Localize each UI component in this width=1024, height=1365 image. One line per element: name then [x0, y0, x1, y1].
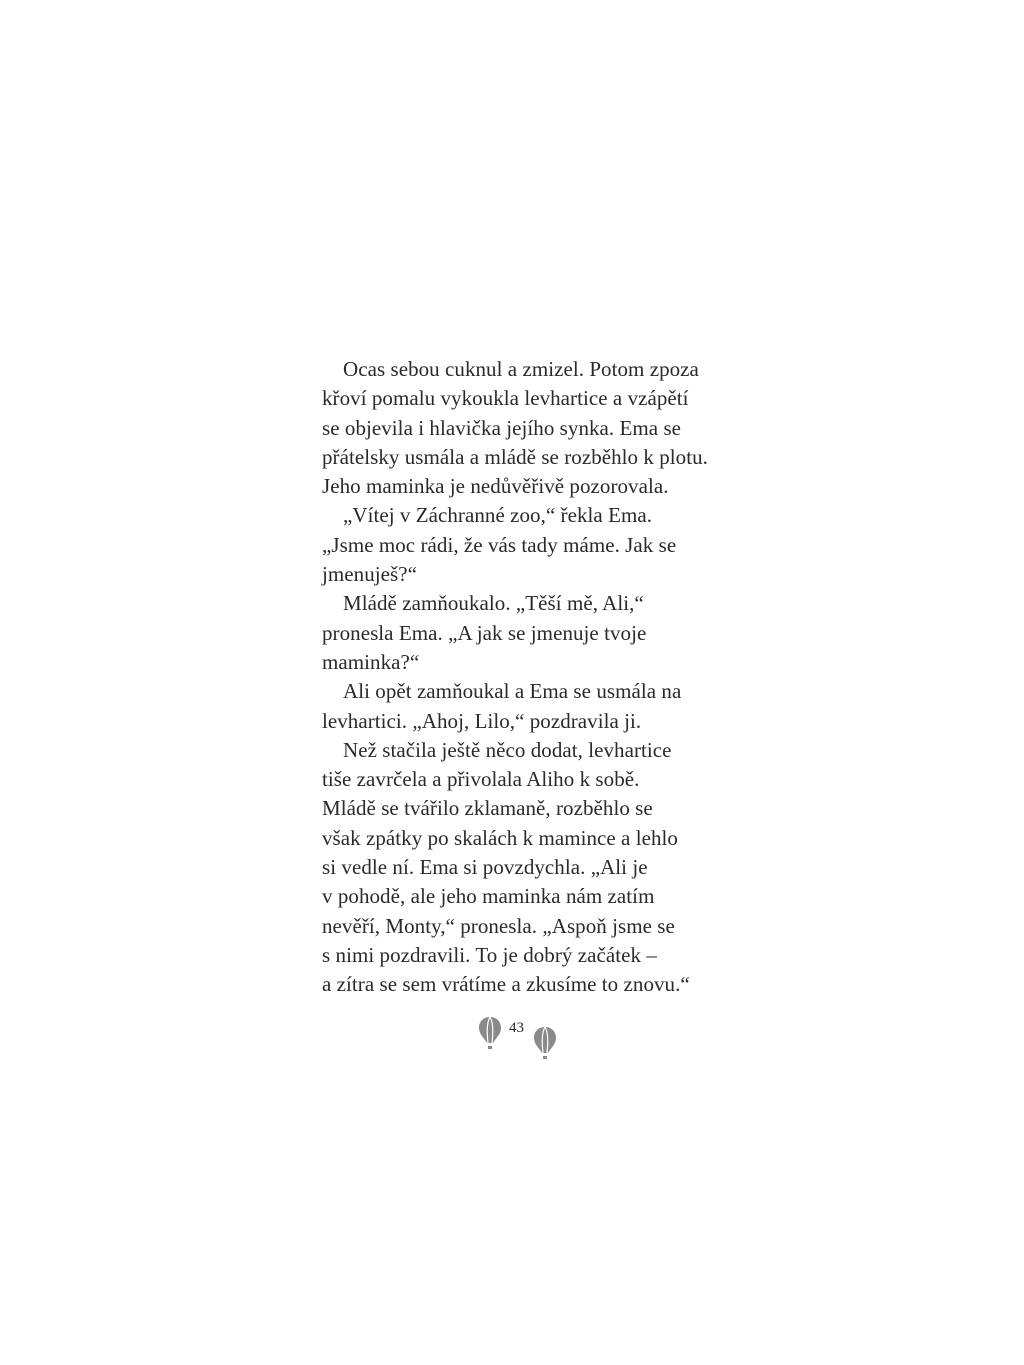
text-line: Ali opět zamňoukal a Ema se usmála na	[343, 679, 682, 704]
hot-air-balloon-icon	[533, 1026, 557, 1062]
text-line: Mládě zamňoukalo. „Těší mě, Ali,“	[343, 591, 644, 616]
text-line: však zpátky po skalách k mamince a lehlo	[322, 825, 678, 850]
text-line: „Vítej v Záchranné zoo,“ řekla Ema.	[343, 503, 653, 528]
body-text	[322, 355, 732, 1000]
page-number: 43	[509, 1020, 524, 1036]
text-line: přátelsky usmála a mládě se rozběhlo k plotu.	[322, 444, 708, 469]
text-line: pronesla Ema. „A jak se jmenuje tvoje	[322, 620, 647, 645]
text-line: a zítra se sem vrátíme a zkusíme to znovu.“	[322, 972, 690, 997]
text-line: si vedle ní. Ema si povzdychla. „Ali je	[322, 855, 648, 880]
text-line: nevěří, Monty,“ pronesla. „Aspoň jsme se	[322, 913, 675, 938]
text-line: s nimi pozdravili. To je dobrý začátek –	[322, 942, 657, 967]
text-line: Ocas sebou cuknul a zmizel. Potom zpoza	[343, 357, 699, 381]
page-footer	[0, 1010, 1024, 1070]
text-line: se objevila i hlavička jejího synka. Ema se	[322, 415, 682, 440]
text-line: Mládě se tvářilo zklamaně, rozběhlo se	[322, 796, 653, 821]
text-line: „Jsme moc rádi, že vás tady máme. Jak se	[322, 532, 677, 557]
text-line: maminka?“	[322, 649, 420, 674]
text-line: křoví pomalu vykoukla levhartice a vzápětí	[322, 386, 689, 411]
text-line: tiše zavrčela a přivolala Aliho k sobě.	[322, 767, 640, 792]
text-line: jmenuješ?“	[322, 562, 417, 587]
text-line: Jeho maminka je nedůvěřivě pozorovala.	[322, 474, 669, 499]
text-line: levhartici. „Ahoj, Lilo,“ pozdravila ji.	[322, 708, 642, 733]
text-line: Než stačila ještě něco dodat, levhartice	[343, 737, 672, 762]
hot-air-balloon-icon	[478, 1016, 502, 1052]
text-line: v pohodě, ale jeho maminka nám zatím	[322, 884, 655, 909]
